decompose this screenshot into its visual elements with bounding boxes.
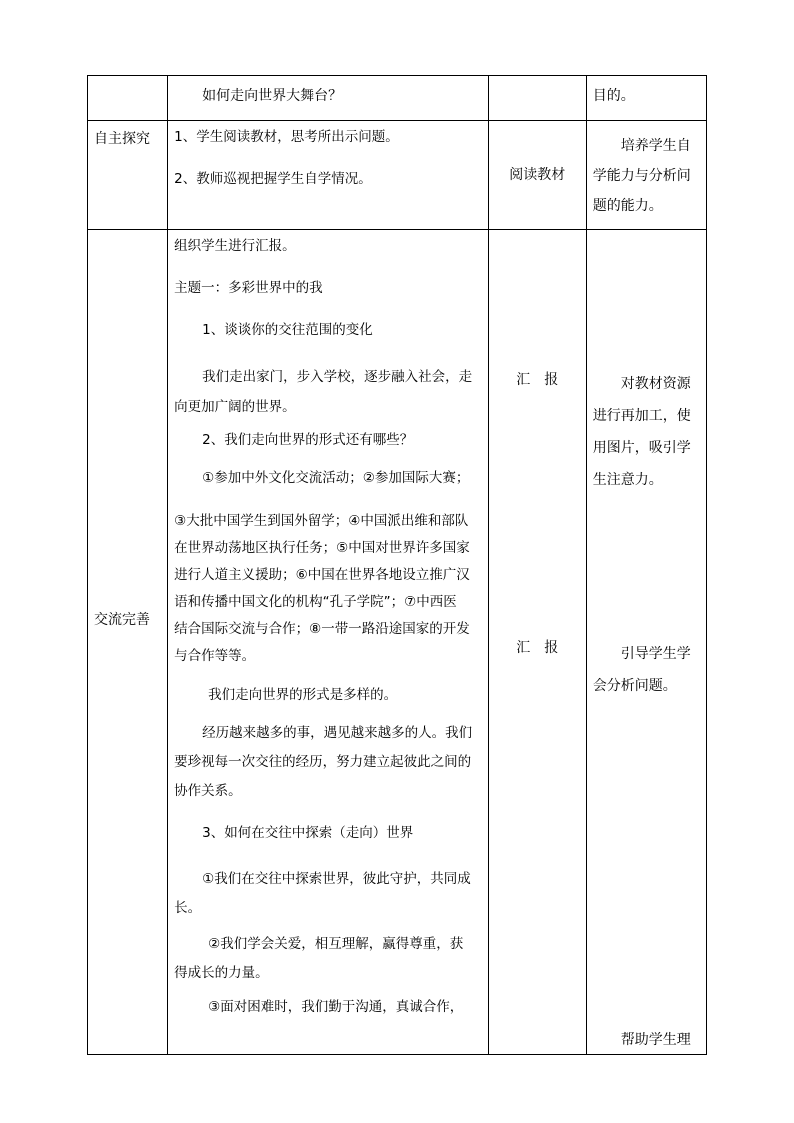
phase-label: 交流完善 (94, 612, 150, 628)
cell-phase (88, 230, 168, 1055)
content-line: 主题一：多彩世界中的我 (174, 280, 323, 296)
purpose-line: 目的。 (592, 88, 635, 104)
content-line: 1、谈谈你的交往范围的变化 (202, 322, 373, 338)
cell-purpose (586, 76, 706, 121)
purpose-line: 引导学生学 (620, 646, 691, 662)
content-line: 2、我们走向世界的形式还有哪些？ (202, 432, 414, 448)
content-line: 组织学生进行汇报。 (174, 238, 296, 254)
content-line: 我们走出家门，步入学校，逐步融入社会，走 (202, 369, 473, 385)
lesson-plan-table (87, 75, 707, 1055)
cell-phase (88, 121, 168, 230)
content-line: 结合国际交流与合作；⑧一带一路沿途国家的开发 (174, 621, 470, 637)
purpose-line: 题的能力。 (592, 198, 663, 214)
table-row (88, 76, 707, 121)
content-line: 经历越来越多的事，遇见越来越多的人。我们 (202, 725, 473, 741)
cell-activity (488, 76, 586, 121)
content-line: 3、如何在交往中探索（走向）世界 (202, 825, 414, 841)
content-line: ②我们学会关爱，相互理解，赢得尊重，获 (208, 936, 464, 952)
phase-label: 自主探究 (94, 131, 150, 147)
cell-content (168, 121, 489, 230)
purpose-line: 进行再加工，使 (592, 408, 691, 424)
purpose-line: 生注意力。 (592, 472, 663, 488)
content-line: 1、学生阅读教材，思考所出示问题。 (174, 129, 399, 145)
cell-purpose (586, 121, 706, 230)
activity-label: 汇 报 (516, 372, 559, 388)
content-line: 得成长的力量。 (174, 965, 269, 981)
content-line: ③大批中国学生到国外留学；④中国派出维和部队 (174, 513, 469, 529)
cell-purpose (586, 230, 706, 1055)
content-line: ①参加中外文化交流活动；②参加国际大赛； (202, 470, 470, 486)
content-line: 与合作等等。 (174, 648, 256, 664)
cell-content (168, 76, 489, 121)
table-row (88, 230, 707, 1055)
content-line: 2、教师巡视把握学生自学情况。 (174, 171, 372, 187)
table-row (88, 121, 707, 230)
cell-phase (88, 76, 168, 121)
content-line: 进行人道主义援助；⑥中国在世界各地设立推广汉 (174, 567, 470, 583)
cell-activity (488, 121, 586, 230)
content-line: ③面对困难时，我们勤于沟通，真诚合作， (208, 999, 464, 1015)
purpose-line: 帮助学生理 (620, 1032, 691, 1048)
content-line: 在世界动荡地区执行任务；⑤中国对世界许多国家 (174, 540, 470, 556)
cell-content (168, 230, 489, 1055)
content-line: 向更加广阔的世界。 (174, 399, 296, 415)
purpose-line: 对教材资源 (620, 376, 691, 392)
purpose-line: 学能力与分析问 (592, 168, 691, 184)
purpose-line: 培养学生自 (620, 138, 691, 154)
content-line: 要珍视每一次交往的经历，努力建立起彼此之间的 (174, 754, 472, 770)
purpose-line: 用图片，吸引学 (592, 440, 691, 456)
content-line: 我们走向世界的形式是多样的。 (208, 687, 398, 703)
content-line: 长。 (174, 900, 202, 916)
activity-label: 阅读教材 (509, 167, 566, 183)
cell-activity (488, 230, 586, 1055)
purpose-line: 会分析问题。 (592, 678, 677, 694)
content-line: 语和传播中国文化的机构“孔子学院”；⑦中西医 (174, 594, 457, 610)
content-line: 协作关系。 (174, 783, 242, 799)
activity-label: 汇 报 (516, 640, 559, 656)
content-line: ①我们在交往中探索世界，彼此守护，共同成 (202, 871, 471, 887)
content-line: 如何走向世界大舞台？ (202, 88, 343, 104)
